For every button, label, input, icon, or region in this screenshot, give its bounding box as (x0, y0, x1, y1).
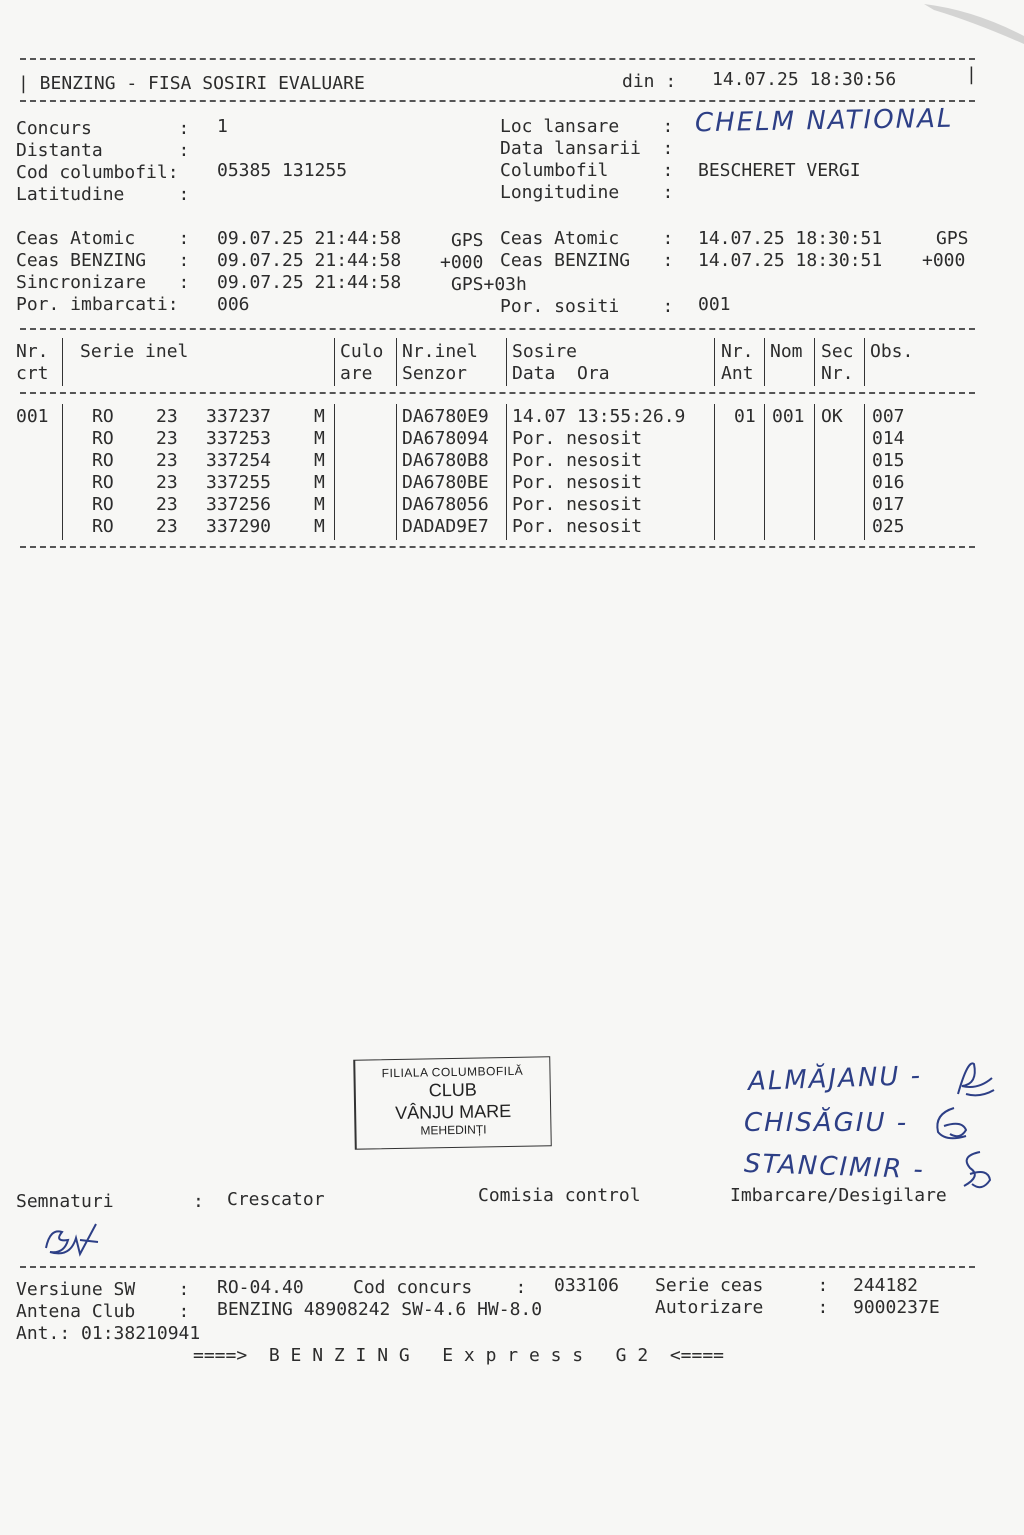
cell-sosire: Por. nesosit (512, 472, 643, 493)
th-nr-2: crt (16, 363, 49, 384)
cell-senzor: DA6780E9 (402, 406, 489, 427)
cell-sex: M (314, 472, 325, 493)
clock-suffix-atomic: GPS (451, 230, 484, 251)
info-label-distanta: Distanta : (16, 140, 190, 161)
footer-versiune-value: RO-04.40 (217, 1277, 304, 1298)
cell-obs: 007 (872, 406, 905, 427)
footer-cod-value: 033106 (554, 1275, 620, 1296)
th-obs: Obs. (870, 341, 914, 362)
footer-cod-label: Cod concurs : (353, 1277, 527, 1298)
tb-sep-2 (334, 404, 335, 540)
info-value-concurs: 1 (217, 116, 228, 137)
cell-tara: RO (92, 472, 114, 493)
clock-value-sync: 09.07.25 21:44:58 (217, 272, 402, 293)
clock-value-atomic: 09.07.25 21:44:58 (217, 228, 402, 249)
tb-sep-8 (864, 404, 865, 540)
tb-sep-5 (714, 404, 715, 540)
cell-nr: 337237 (206, 406, 272, 427)
clock-right-label-atomic: Ceas Atomic : (500, 228, 674, 249)
cell-sosire: 14.07 13:55:26.9 (512, 406, 686, 427)
clock-label-benzing: Ceas BENZING : (16, 250, 190, 271)
clock-right-value-benzing: 14.07.25 18:30:51 (698, 250, 883, 271)
clock-label-atomic: Ceas Atomic : (16, 228, 190, 249)
cell-senzor: DA6780BE (402, 472, 489, 493)
cell-sec: OK (821, 406, 843, 427)
cell-obs: 025 (872, 516, 905, 537)
cell-tara: RO (92, 450, 114, 471)
handwritten-signer-2: CHISĂGIU - (744, 1108, 909, 1138)
cell-nr: 337254 (206, 450, 272, 471)
th-sosire-2: Data Ora (512, 363, 610, 384)
cell-sex: M (314, 428, 325, 449)
cell-sex: M (314, 450, 325, 471)
crescator-signature (40, 1218, 104, 1264)
th-sep-1 (62, 338, 63, 386)
cell-senzor: DADAD9E7 (402, 516, 489, 537)
report-date-value: 14.07.25 18:30:56 (712, 69, 897, 90)
clock-suffix-sync: GPS+03h (451, 274, 527, 295)
cell-obs: 014 (872, 428, 905, 449)
cell-obs: 016 (872, 472, 905, 493)
cell-nr: 337255 (206, 472, 272, 493)
th-ant-1: Nr. (721, 341, 754, 362)
footer-autorizare-label: Autorizare : (655, 1297, 829, 1318)
cell-senzor: DA678094 (402, 428, 489, 449)
club-stamp (353, 1056, 552, 1149)
clock-value-imbarcati: 006 (217, 294, 250, 315)
th-nom: Nom (770, 341, 803, 362)
cell-senzor: DA6780B8 (402, 450, 489, 471)
tb-sep-1 (62, 404, 63, 540)
cell-an: 23 (156, 472, 178, 493)
cell-ant: 01 (734, 406, 756, 427)
report-title: | BENZING - FISA SOSIRI EVALUARE (18, 73, 365, 94)
label-semnaturi: Semnaturi (16, 1191, 114, 1212)
clock-right-value-atomic: 14.07.25 18:30:51 (698, 228, 883, 249)
th-sep-3 (396, 338, 397, 386)
header-bottom-divider (20, 100, 975, 102)
cell-tara: RO (92, 516, 114, 537)
footer-antena-label: Antena Club : (16, 1301, 190, 1322)
footer-serie-label: Serie ceas : (655, 1275, 829, 1296)
cell-an: 23 (156, 516, 178, 537)
stamp-line-4: MEHEDINȚI (420, 1122, 487, 1138)
label-crescator: Crescator (227, 1189, 325, 1210)
signer-2-signature (926, 1100, 976, 1150)
th-sep-5 (714, 338, 715, 386)
cell-sex: M (314, 516, 325, 537)
clock-right-label-sositi: Por. sositi : (500, 296, 674, 317)
cell-sosire: Por. nesosit (512, 450, 643, 471)
clock-suffix-benzing: +000 (440, 252, 484, 273)
clock-right-suffix-atomic: GPS (936, 228, 969, 249)
footer-brand: ====> B E N Z I N G E x p r e s s G 2 <==== (193, 1345, 725, 1366)
info-label-latitudine: Latitudine : (16, 184, 190, 205)
header-top-divider (20, 58, 975, 60)
info-label-loc: Loc lansare : (500, 116, 674, 137)
info-label-concurs: Concurs : (16, 118, 190, 139)
cell-nr: 337253 (206, 428, 272, 449)
clock-right-value-sositi: 001 (698, 294, 731, 315)
th-serie: Serie inel (80, 341, 189, 362)
th-sep-8 (864, 338, 865, 386)
info-label-cod: Cod columbofil: (16, 162, 179, 183)
cell-nr: 337256 (206, 494, 272, 515)
cell-tara: RO (92, 428, 114, 449)
cell-sosire: Por. nesosit (512, 516, 643, 537)
clock-value-benzing: 09.07.25 21:44:58 (217, 250, 402, 271)
th-nr-1: Nr. (16, 341, 49, 362)
th-culoare-1: Culo (340, 341, 384, 362)
label-semnaturi-sep: : (193, 1191, 204, 1212)
th-ant-2: Ant (721, 363, 754, 384)
cell-sosire: Por. nesosit (512, 494, 643, 515)
clock-right-suffix-benzing: +000 (922, 250, 966, 271)
footer-antena-value: BENZING 48908242 SW-4.6 HW-8.0 (217, 1299, 543, 1320)
stamp-line-1: FILIALA COLUMBOFILĂ (381, 1063, 524, 1081)
th-sep-2 (334, 338, 335, 386)
tb-sep-4 (506, 404, 507, 540)
footer-autorizare-value: 9000237E (853, 1297, 940, 1318)
tb-sep-7 (814, 404, 815, 540)
th-sep-6 (764, 338, 765, 386)
cell-nom: 001 (772, 406, 805, 427)
th-senzor-1: Nr.inel (402, 341, 478, 362)
paper-corner-fold (864, 0, 1024, 50)
cell-nr: 337290 (206, 516, 272, 537)
footer-ant-line: Ant.: 01:38210941 (16, 1323, 201, 1344)
th-sosire-1: Sosire (512, 341, 578, 362)
stamp-line-2: CLUB (428, 1079, 477, 1101)
tb-sep-3 (396, 404, 397, 540)
th-sep-4 (506, 338, 507, 386)
cell-an: 23 (156, 406, 178, 427)
cell-an: 23 (156, 428, 178, 449)
table-top-divider (20, 328, 975, 330)
report-date-label: din : (622, 71, 677, 92)
tb-sep-6 (764, 404, 765, 540)
handwritten-signer-3: STANCIMIR - (743, 1148, 926, 1186)
footer-serie-value: 244182 (853, 1275, 919, 1296)
handwritten-signer-1: ALMĂJANU - (747, 1060, 923, 1098)
info-value-cod: 05385 131255 (217, 160, 348, 181)
handwritten-release-place: CHELM NATIONAL (694, 103, 954, 139)
label-comisia: Comisia control (478, 1185, 641, 1206)
clock-label-sync: Sincronizare : (16, 272, 190, 293)
info-label-data-lansarii: Data lansarii : (500, 138, 674, 159)
signer-1-signature (948, 1054, 998, 1104)
table-bottom-divider (20, 546, 975, 548)
cell-sex: M (314, 406, 325, 427)
info-value-columbofil: BESCHERET VERGI (698, 160, 861, 181)
footer-versiune-label: Versiune SW : (16, 1279, 190, 1300)
info-label-longitudine: Longitudine : (500, 182, 674, 203)
th-sep-7 (814, 338, 815, 386)
th-sec-2: Nr. (821, 363, 854, 384)
cell-tara: RO (92, 494, 114, 515)
signer-3-signature (950, 1146, 1000, 1196)
table-nr-crt: 001 (16, 406, 49, 427)
stamp-line-3: VÂNJU MARE (394, 1100, 512, 1124)
cell-sosire: Por. nesosit (512, 428, 643, 449)
clock-label-imbarcati: Por. imbarcati: (16, 294, 179, 315)
cell-tara: RO (92, 406, 114, 427)
cell-senzor: DA678056 (402, 494, 489, 515)
clock-right-label-benzing: Ceas BENZING : (500, 250, 674, 271)
label-imbarcare: Imbarcare/Desigilare (730, 1185, 947, 1206)
th-senzor-2: Senzor (402, 363, 468, 384)
info-label-columbofil: Columbofil : (500, 160, 674, 181)
cell-sex: M (314, 494, 325, 515)
cell-an: 23 (156, 450, 178, 471)
cell-obs: 017 (872, 494, 905, 515)
th-sec-1: Sec (821, 341, 854, 362)
cell-an: 23 (156, 494, 178, 515)
header-end-bar: | (966, 64, 977, 85)
table-header-divider (20, 392, 975, 394)
th-culoare-2: are (340, 363, 373, 384)
footer-divider (20, 1266, 975, 1268)
cell-obs: 015 (872, 450, 905, 471)
